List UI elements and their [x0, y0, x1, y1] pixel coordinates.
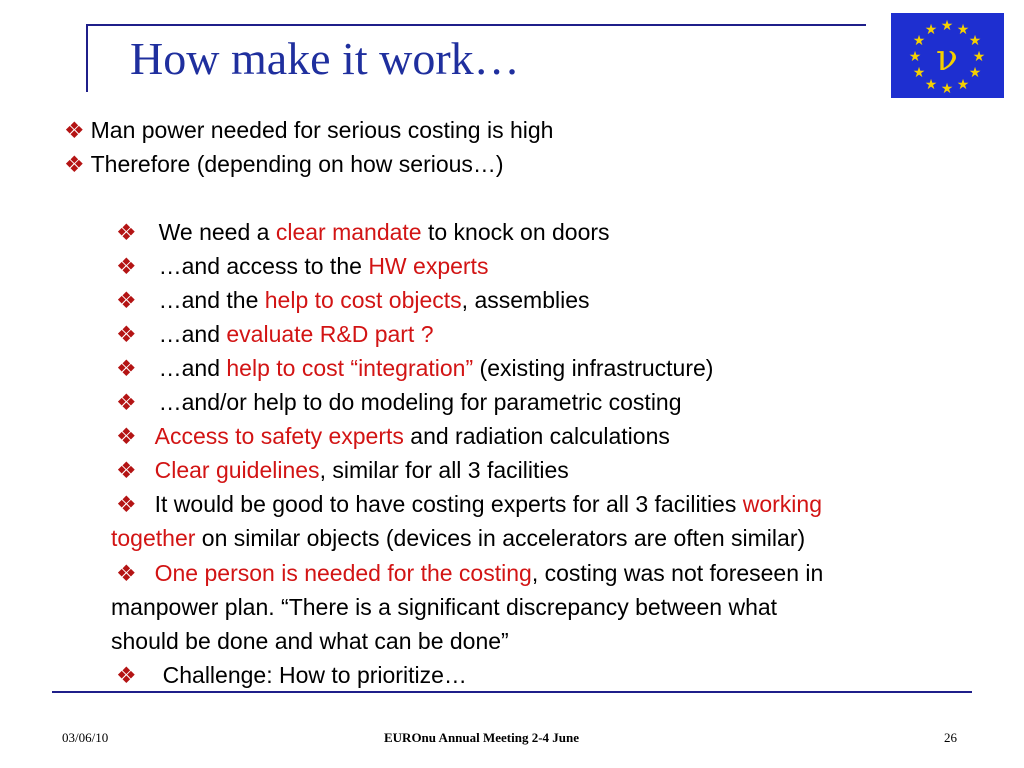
diamond-bullet-icon: ❖ — [64, 151, 85, 177]
star-icon: ★ — [912, 33, 926, 49]
star-icon: ★ — [956, 22, 970, 38]
sub-bullet-item: ❖ …and help to cost “integration” (existing infrastructure) — [116, 355, 714, 381]
star-icon: ★ — [908, 49, 922, 65]
star-icon: ★ — [956, 77, 970, 93]
footer-date: 03/06/10 — [62, 730, 109, 745]
diamond-bullet-icon: ❖ — [116, 560, 137, 586]
diamond-bullet-icon: ❖ — [64, 117, 85, 143]
diamond-bullet-icon: ❖ — [116, 219, 137, 245]
sub-bullet-item: ❖ It would be good to have costing experts for all 3 facilities working — [116, 491, 822, 517]
sub-bullet-item: ❖ …and the help to cost objects, assemblies — [116, 287, 590, 313]
star-icon: ★ — [940, 18, 954, 34]
sub-bullet-item: ❖ …and access to the HW experts — [116, 253, 489, 279]
sub-bullet-item: ❖ Access to safety experts and radiation calculations — [116, 423, 670, 449]
sub-bullet-item: ❖ Challenge: How to prioritize… — [116, 662, 467, 688]
sub-bullet-item: ❖ We need a clear mandate to knock on doors — [116, 219, 610, 245]
logo-nu-letter: ν — [936, 38, 958, 79]
star-icon: ★ — [972, 49, 986, 65]
star-icon: ★ — [924, 77, 938, 93]
diamond-bullet-icon: ❖ — [116, 355, 137, 381]
sub-bullet-item: ❖ …and evaluate R&D part ? — [116, 321, 434, 347]
bottom-rule — [52, 691, 972, 693]
bullet-item: ❖ Therefore (depending on how serious…) — [64, 151, 504, 177]
diamond-bullet-icon: ❖ — [116, 287, 137, 313]
diamond-bullet-icon: ❖ — [116, 389, 137, 415]
diamond-bullet-icon: ❖ — [116, 321, 137, 347]
slide-title: How make it work… — [130, 33, 520, 84]
diamond-bullet-icon: ❖ — [116, 491, 137, 517]
sub-bullet-continuation: manpower plan. “There is a significant discrepancy between what — [111, 594, 778, 620]
star-icon: ★ — [912, 65, 926, 81]
sub-bullet-item: ❖ Clear guidelines, similar for all 3 facilities — [116, 457, 569, 483]
star-icon: ★ — [968, 65, 982, 81]
footer-page-number: 26 — [944, 730, 957, 745]
star-icon: ★ — [968, 33, 982, 49]
diamond-bullet-icon: ❖ — [116, 457, 137, 483]
diamond-bullet-icon: ❖ — [116, 662, 137, 688]
bullet-item: ❖ Man power needed for serious costing is high — [64, 117, 554, 143]
sub-bullet-continuation: should be done and what can be done” — [111, 628, 509, 654]
footer-event-title: EUROnu Annual Meeting 2-4 June — [384, 730, 580, 745]
sub-bullet-item: ❖ …and/or help to do modeling for parametric costing — [116, 389, 682, 415]
sub-bullet-continuation: together on similar objects (devices in accelerators are often similar) — [111, 525, 806, 551]
sub-bullet-item: ❖ One person is needed for the costing, costing was not foreseen in — [116, 560, 824, 586]
star-icon: ★ — [940, 81, 954, 97]
diamond-bullet-icon: ❖ — [116, 253, 137, 279]
star-icon: ★ — [924, 22, 938, 38]
diamond-bullet-icon: ❖ — [116, 423, 137, 449]
